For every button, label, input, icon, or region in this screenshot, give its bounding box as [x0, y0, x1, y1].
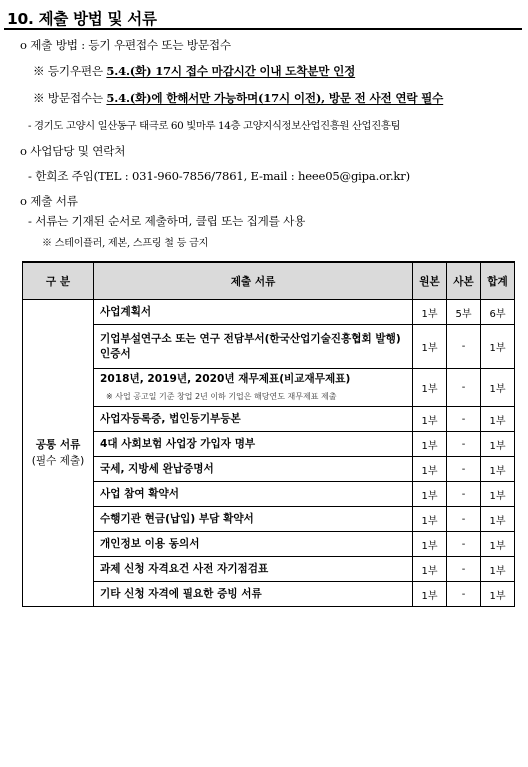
copy-count: - [447, 582, 481, 607]
copy-count: 5부 [447, 300, 481, 325]
table-row [23, 582, 515, 607]
original-count: 1부 [413, 457, 447, 482]
document-name: 국세, 지방세 완납증명서 [94, 457, 413, 482]
common-documents-group [23, 300, 94, 607]
original-count: 1부 [413, 432, 447, 457]
document-name: 기업부설연구소 또는 연구 전담부서(한국산업기술진흥협회 발행) 인증서 [94, 325, 413, 369]
table-row [23, 325, 515, 369]
table-row [23, 482, 515, 507]
contact-detail: - 한희조 주임(TEL : 031-960-7856/7861, E-mail : heee05@gipa.or.kr) [28, 169, 410, 183]
mail-notice-prefix: ※ 등기우편은 [33, 64, 107, 78]
visit-notice-prefix: ※ 방문접수는 [33, 91, 107, 105]
document-name-cell [94, 369, 413, 407]
mail-notice-deadline: 5.4.(화) 17시 접수 마감시간 이내 도착분만 인정 [106, 64, 356, 78]
header-original: 원본 [413, 262, 447, 300]
total-count: 1부 [481, 325, 515, 369]
document-name: 과제 신청 자격요건 사전 자기점검표 [94, 557, 413, 582]
table-header-row [23, 262, 515, 300]
mail-notice [33, 63, 355, 79]
table-row [23, 457, 515, 482]
document-note: ※ 사업 공고일 기준 창업 2년 이하 기업은 해당연도 재무제표 제출 [106, 391, 337, 401]
total-count: 6부 [481, 300, 515, 325]
copy-count: - [447, 325, 481, 369]
copy-count: - [447, 457, 481, 482]
original-count: 1부 [413, 325, 447, 369]
document-name: 수행기관 현금(납입) 부담 확약서 [94, 507, 413, 532]
copy-count: - [447, 432, 481, 457]
total-count: 1부 [481, 457, 515, 482]
header-copy: 사본 [447, 262, 481, 300]
title-divider [4, 28, 522, 30]
visit-notice [33, 90, 443, 106]
copy-count: - [447, 557, 481, 582]
total-count: 1부 [481, 407, 515, 432]
document-name: 개인정보 이용 동의서 [94, 532, 413, 557]
total-count: 1부 [481, 432, 515, 457]
total-count: 1부 [481, 582, 515, 607]
original-count: 1부 [413, 482, 447, 507]
total-count: 1부 [481, 482, 515, 507]
table-row [23, 407, 515, 432]
copy-count: - [447, 482, 481, 507]
copy-count: - [447, 507, 481, 532]
total-count: 1부 [481, 507, 515, 532]
document-name: 사업계획서 [94, 300, 413, 325]
original-count: 1부 [413, 407, 447, 432]
header-total: 합계 [481, 262, 515, 300]
copy-count: - [447, 407, 481, 432]
table-row [23, 507, 515, 532]
original-count: 1부 [413, 532, 447, 557]
documents-ban-note: ※ 스테이플러, 제본, 스프링 철 등 금지 [42, 238, 209, 249]
table-row [23, 369, 515, 407]
total-count: 1부 [481, 532, 515, 557]
original-count: 1부 [413, 582, 447, 607]
documents-label: o 제출 서류 [20, 194, 78, 208]
document-name: 사업자등록증, 법인등기부등본 [94, 407, 413, 432]
copy-count: - [447, 369, 481, 407]
group-sublabel: (필수 제출) [31, 455, 85, 467]
original-count: 1부 [413, 369, 447, 407]
section-title: 10. 제출 방법 및 서류 [7, 10, 157, 28]
original-count: 1부 [413, 557, 447, 582]
original-count: 1부 [413, 507, 447, 532]
copy-count: - [447, 532, 481, 557]
submission-method-label: o 제출 방법 : 등기 우편접수 또는 방문접수 [20, 38, 231, 52]
table-row [23, 557, 515, 582]
documents-order-rule: - 서류는 기재된 순서로 제출하며, 클립 또는 집게를 사용 [28, 214, 306, 228]
total-count: 1부 [481, 557, 515, 582]
document-name: 사업 참여 확약서 [94, 482, 413, 507]
document-name: 기타 신청 자격에 필요한 증빙 서류 [94, 582, 413, 607]
table-row [23, 532, 515, 557]
original-count: 1부 [413, 300, 447, 325]
group-label: 공통 서류 [35, 439, 81, 451]
submission-address: - 경기도 고양시 일산동구 태극로 60 빛마루 14층 고양지식정보산업진흥원 산업진흥팀 [28, 120, 401, 132]
table-row [23, 432, 515, 457]
document-name: 4대 사회보험 사업장 가입자 명부 [94, 432, 413, 457]
visit-notice-deadline: 5.4.(화)에 한해서만 가능하며(17시 이전), 방문 전 사전 연락 필수 [106, 91, 444, 105]
documents-table [22, 261, 515, 607]
table-row [23, 300, 515, 325]
header-document-name: 제출 서류 [94, 262, 413, 300]
contact-label: o 사업담당 및 연락처 [20, 144, 126, 158]
document-name: 2018년, 2019년, 2020년 재무제표(비교재무제표) [100, 372, 351, 385]
total-count: 1부 [481, 369, 515, 407]
header-category: 구 분 [23, 262, 94, 300]
